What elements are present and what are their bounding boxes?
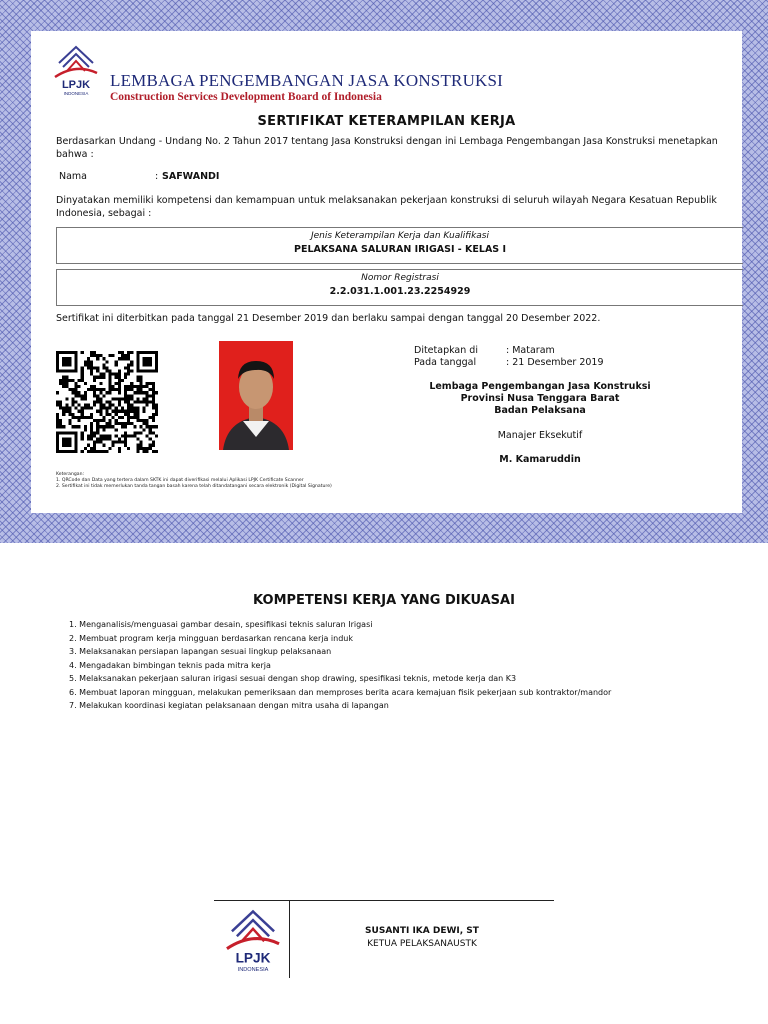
qualification-box: [56, 227, 743, 264]
competency-item: 1. Menganalisis/menguasai gambar desain, spesifikasi teknis saluran Irigasi: [69, 620, 373, 629]
competency-item: 6. Membuat laporan mingguan, melakukan pemeriksaan dan memproses berita acara kemajuan fisik pekerjaan sub kontraktor/mandor: [69, 687, 612, 697]
place-value: : Mataram: [506, 345, 555, 356]
registration-box: [56, 269, 743, 306]
signer-position: Manajer Eksekutif: [497, 430, 583, 441]
lpjk-logo: [51, 41, 101, 103]
footer-lpjk-logo: [222, 904, 284, 980]
note-item: 2. Sertifikat ini tidak memerlukan tanda tangan basah karena telah ditandatangani secara elektronik (Digital Signature): [56, 484, 332, 489]
footer-divider: [214, 900, 554, 901]
footer-logo-text: LPJK: [235, 950, 271, 966]
date-label: Pada tanggal: [414, 357, 477, 368]
registration-value: 2.2.031.1.001.23.2254929: [329, 286, 471, 297]
notes: [56, 472, 332, 490]
org-name: LEMBAGA PENGEMBANGAN JASA KONSTRUKSI: [110, 71, 504, 90]
competency-list: [69, 618, 611, 713]
date-value: : 21 Desember 2019: [506, 357, 604, 368]
competency-item: 7. Melakukan koordinasi kegiatan pelaksanaan dengan mitra usaha di lapangan: [69, 701, 389, 710]
place-label: Ditetapkan di: [414, 345, 478, 356]
notes-title: Keterangan:: [56, 472, 85, 477]
holder-name: SAFWANDI: [162, 171, 220, 182]
logo-subtext: INDONESIA: [63, 91, 89, 96]
logo-text: LPJK: [61, 79, 91, 91]
competency-item: 4. Mengadakan bimbingan teknis pada mitra kerja: [69, 660, 271, 670]
signer-name: M. Kamaruddin: [499, 454, 581, 465]
competency-title: KOMPETENSI KERJA YANG DIKUASAI: [253, 593, 515, 608]
name-label: Nama: [59, 171, 88, 182]
org-name-en: Construction Services Development Board of Indonesia: [110, 91, 382, 103]
statement-text: Dinyatakan memiliki kompetensi dan kemampuan untuk melaksanakan pekerjaan konstruksi di seluruh wilayah Negara Kesatuan Republik Indonesia, sebagai :: [56, 195, 717, 219]
institution-line1: Lembaga Pengembangan Jasa Konstruksi: [429, 381, 651, 392]
competency-item: 3. Melaksanakan persiapan lapangan sesuai lingkup pelaksanaan: [69, 647, 332, 656]
competency-item: 2. Membuat program kerja mingguan berdasarkan rencana kerja induk: [69, 633, 353, 643]
footer-name: SUSANTI IKA DEWI, ST: [365, 926, 479, 936]
qr-code: [56, 351, 158, 453]
institution-line3: Badan Pelaksana: [494, 405, 586, 416]
holder-photo: [219, 341, 293, 450]
validity-text: Sertifikat ini diterbitkan pada tanggal 21 Desember 2019 dan berlaku sampai dengan tanggal 20 Desember 2022.: [56, 313, 601, 324]
institution-line2: Provinsi Nusa Tenggara Barat: [460, 393, 620, 404]
note-item: 1. QRCode dan Data yang tertera dalam SKTK ini dapat diverifikasi melalui Aplikasi LPJK Certificate Scanner: [56, 478, 304, 483]
footer-logo-subtext: INDONESIA: [237, 967, 269, 973]
certificate-title: SERTIFIKAT KETERAMPILAN KERJA: [257, 114, 516, 129]
name-separator: :: [155, 171, 159, 182]
registration-label: Nomor Registrasi: [361, 273, 439, 283]
intro-text: Berdasarkan Undang - Undang No. 2 Tahun 2017 tentang Jasa Konstruksi dengan ini Lembaga Pengembangan Jasa Konstruksi menetapkan bahwa :: [56, 136, 718, 160]
qualification-value: PELAKSANA SALURAN IRIGASI - KELAS I: [294, 244, 506, 255]
qualification-label: Jenis Keterampilan Kerja dan Kualifikasi: [310, 231, 489, 241]
certificate-body: [31, 31, 742, 513]
footer-role: KETUA PELAKSANAUSTK: [367, 939, 477, 949]
competency-item: 5. Melaksanakan pekerjaan saluran irigasi sesuai dengan shop drawing, spesifikasi teknis, metode kerja dan K3: [69, 674, 517, 683]
